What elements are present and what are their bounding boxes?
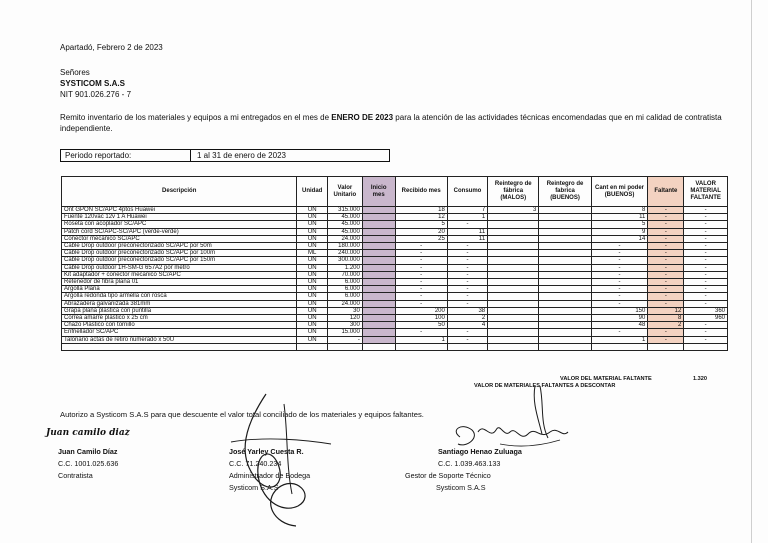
spacer-cell (648, 343, 684, 350)
col-faltante: Faltante (648, 177, 684, 207)
cell-recibido: - (395, 257, 447, 264)
cell-faltante: - (648, 300, 684, 307)
cell-reintegro-buenos (539, 214, 591, 221)
support-name: Santiago Henao Zuluaga (438, 447, 522, 456)
cell-faltante: - (648, 257, 684, 264)
col-unidad: Unidad (297, 177, 328, 207)
cell-faltante: - (648, 250, 684, 257)
cell-reintegro-buenos (539, 207, 591, 214)
cell-valor-unitario: - (327, 336, 362, 343)
company-nit: NIT 901.026.276 - 7 (60, 90, 132, 99)
cell-valor-unitario: 45.000 (327, 214, 362, 221)
period-box (60, 149, 390, 162)
cell-recibido: 1 (395, 336, 447, 343)
cell-inicio-mes (362, 286, 395, 293)
cell-reintegro-buenos (539, 279, 591, 286)
cell-valor-unitario: 240.000 (327, 250, 362, 257)
cell-reintegro-malos (488, 293, 539, 300)
cell-reintegro-malos (488, 322, 539, 329)
salutation: Señores (60, 68, 90, 77)
cell-reintegro-buenos (539, 286, 591, 293)
cell-reintegro-malos (488, 336, 539, 343)
support-role: Gestor de Soporte Técnico (405, 471, 491, 480)
cell-inicio-mes (362, 322, 395, 329)
cell-valor-unitario: 24.000 (327, 235, 362, 242)
cell-consumo: - (447, 221, 487, 228)
cell-reintegro-buenos (539, 221, 591, 228)
cell-valor-unitario: 45.000 (327, 228, 362, 235)
cell-reintegro-malos (488, 221, 539, 228)
cell-cant-poder: - (591, 329, 648, 336)
cell-unidad: UN (297, 307, 328, 314)
cell-consumo: - (447, 243, 487, 250)
contractor-role: Contratista (58, 471, 93, 480)
cell-reintegro-malos (488, 329, 539, 336)
cell-valor-faltante: - (684, 250, 728, 257)
cell-reintegro-buenos (539, 300, 591, 307)
cell-faltante: - (648, 228, 684, 235)
cell-valor-faltante: - (684, 300, 728, 307)
cell-faltante: 2 (648, 322, 684, 329)
cell-descripcion: Cable Drop outdoor preconectorizado SC/APC por 50m (62, 243, 297, 250)
cell-faltante: - (648, 214, 684, 221)
cell-faltante: 12 (648, 307, 684, 314)
cell-reintegro-buenos (539, 336, 591, 343)
cell-descripcion: Argolla Plana (62, 286, 297, 293)
date-line: Apartadó, Febrero 2 de 2023 (60, 43, 163, 52)
cell-recibido: - (395, 286, 447, 293)
cell-cant-poder: 1 (591, 336, 648, 343)
cell-descripcion: Fuente 120vac 12v 1 A Huawei (62, 214, 297, 221)
table-row (62, 293, 728, 300)
cell-unidad: UN (297, 322, 328, 329)
cell-recibido: 200 (395, 307, 447, 314)
contractor-id: C.C. 1001.025.636 (58, 459, 119, 468)
cell-inicio-mes (362, 329, 395, 336)
cell-reintegro-malos (488, 257, 539, 264)
table-row (62, 228, 728, 235)
cell-reintegro-malos (488, 315, 539, 322)
cell-cant-poder: - (591, 264, 648, 271)
cell-reintegro-malos (488, 264, 539, 271)
cell-reintegro-malos (488, 235, 539, 242)
cell-descripcion: Grapa plana plastica con puntilla (62, 307, 297, 314)
authorization-text: Autorizo a Systicom S.A.S para que descuente el valor total conciliado de los materiales y equipos faltantes. (60, 410, 424, 419)
table-header-row (62, 177, 728, 207)
cell-valor-unitario: 315.000 (327, 207, 362, 214)
spacer-cell (488, 343, 539, 350)
cell-reintegro-malos (488, 228, 539, 235)
cell-unidad: UN (297, 264, 328, 271)
cell-valor-faltante: - (684, 322, 728, 329)
table-row (62, 250, 728, 257)
cell-valor-faltante: - (684, 271, 728, 278)
col-recibido-mes: Recibido mes (395, 177, 447, 207)
cell-inicio-mes (362, 228, 395, 235)
table-row (62, 336, 728, 343)
total-label: VALOR DEL MATERIAL FALTANTE (560, 376, 652, 382)
cell-reintegro-buenos (539, 250, 591, 257)
cell-unidad: UN (297, 221, 328, 228)
cell-inicio-mes (362, 315, 395, 322)
company-name: SYSTICOM S.A.S (60, 79, 125, 88)
col-inicio-mes: Inicio mes (362, 177, 395, 207)
cell-recibido: - (395, 264, 447, 271)
discount-label: VALOR DE MATERIALES FALTANTES A DESCONTAR (474, 383, 616, 389)
period-label: Periodo reportado: (61, 150, 191, 161)
cell-valor-unitario: 45.000 (327, 221, 362, 228)
cell-consumo: 38 (447, 307, 487, 314)
col-reintegro-malos: Reintegro de fábrica (MALOS) (488, 177, 539, 207)
cell-inicio-mes (362, 250, 395, 257)
intro-month: ENERO DE 2023 (331, 113, 394, 122)
cell-descripcion: Patch cord SC/APC-SC/APC (verde-verde) (62, 228, 297, 235)
cell-recibido: 20 (395, 228, 447, 235)
cell-reintegro-malos (488, 250, 539, 257)
cell-unidad: UN (297, 235, 328, 242)
table-row (62, 329, 728, 336)
cell-cant-poder: 11 (591, 214, 648, 221)
cell-cant-poder: - (591, 271, 648, 278)
cell-consumo: - (447, 271, 487, 278)
table-row (62, 257, 728, 264)
cell-unidad: UN (297, 228, 328, 235)
cell-cant-poder: - (591, 257, 648, 264)
cell-consumo: - (447, 264, 487, 271)
cell-faltante: - (648, 243, 684, 250)
cell-reintegro-malos: 3 (488, 207, 539, 214)
col-descripcion: Descripción (62, 177, 297, 207)
cell-reintegro-buenos (539, 293, 591, 300)
cell-consumo: 1 (447, 214, 487, 221)
cell-recibido: - (395, 329, 447, 336)
cell-reintegro-buenos (539, 307, 591, 314)
table-row (62, 207, 728, 214)
cell-reintegro-malos (488, 286, 539, 293)
cell-consumo: 11 (447, 228, 487, 235)
cell-descripcion: Argolla redonda tipo armella con rosca (62, 293, 297, 300)
table-row (62, 221, 728, 228)
cell-descripcion: Kit adaptador + conector mecanico SC/APC (62, 271, 297, 278)
cell-inicio-mes (362, 307, 395, 314)
cell-valor-faltante: - (684, 329, 728, 336)
cell-recibido: 5 (395, 221, 447, 228)
period-value: 1 al 31 de enero de 2023 (197, 151, 286, 160)
warehouse-name: José Yarley Cuesta R. (229, 447, 304, 456)
cell-valor-faltante: 960 (684, 315, 728, 322)
cell-descripcion: Correa amarre plastico x 25 cm (62, 315, 297, 322)
cell-valor-unitario: 30 (327, 307, 362, 314)
cell-valor-unitario: 120 (327, 315, 362, 322)
cell-valor-faltante: - (684, 228, 728, 235)
cell-inicio-mes (362, 221, 395, 228)
cell-valor-faltante: - (684, 235, 728, 242)
cell-unidad: UN (297, 300, 328, 307)
cell-reintegro-buenos (539, 264, 591, 271)
cell-faltante: - (648, 221, 684, 228)
cell-descripcion: Chazo Plastico con tornillo (62, 322, 297, 329)
col-valor-faltante: VALOR MATERIAL FALTANTE (684, 177, 728, 207)
warehouse-id: C.C. 71.240.234 (229, 459, 282, 468)
cell-valor-unitario: 15.000 (327, 329, 362, 336)
cell-consumo: - (447, 293, 487, 300)
table-row (62, 286, 728, 293)
table-row (62, 307, 728, 314)
cell-consumo: - (447, 250, 487, 257)
cell-unidad: UN (297, 207, 328, 214)
cell-valor-unitario: 300 (327, 322, 362, 329)
cell-inicio-mes (362, 207, 395, 214)
cell-unidad: UN (297, 279, 328, 286)
cell-recibido: - (395, 250, 447, 257)
cell-cant-poder: 9 (591, 228, 648, 235)
cell-recibido: 50 (395, 322, 447, 329)
table-row (62, 271, 728, 278)
cell-faltante: - (648, 235, 684, 242)
cell-inicio-mes (362, 336, 395, 343)
cell-cant-poder: - (591, 300, 648, 307)
cell-inicio-mes (362, 271, 395, 278)
cell-inicio-mes (362, 235, 395, 242)
cell-reintegro-malos (488, 300, 539, 307)
cell-reintegro-buenos (539, 228, 591, 235)
cell-recibido: - (395, 300, 447, 307)
warehouse-company: Systicom S.A.S (229, 483, 279, 492)
cell-consumo: 11 (447, 235, 487, 242)
contractor-handwritten-signature: Juan camilo diaz (46, 428, 130, 438)
cell-valor-unitario: 300.000 (327, 257, 362, 264)
cell-descripcion: Roseta con acoplador SC/APC (62, 221, 297, 228)
spacer-cell (395, 343, 447, 350)
cell-consumo: 4 (447, 322, 487, 329)
cell-faltante: - (648, 207, 684, 214)
cell-inicio-mes (362, 300, 395, 307)
cell-unidad: UN (297, 336, 328, 343)
cell-descripcion: Abrazadera galvanizada 381mm (62, 300, 297, 307)
cell-faltante: - (648, 264, 684, 271)
cell-recibido: 100 (395, 315, 447, 322)
cell-inicio-mes (362, 293, 395, 300)
cell-recibido: - (395, 243, 447, 250)
cell-inicio-mes (362, 243, 395, 250)
spacer-cell (684, 343, 728, 350)
cell-valor-faltante: - (684, 207, 728, 214)
cell-unidad: UN (297, 315, 328, 322)
col-consumo: Consumo (447, 177, 487, 207)
col-valor-unitario: Valor Unitario (327, 177, 362, 207)
spacer-cell (591, 343, 648, 350)
cell-valor-unitario: 1.200 (327, 264, 362, 271)
cell-cant-poder: 5 (591, 221, 648, 228)
cell-recibido: - (395, 293, 447, 300)
cell-descripcion: Cable Drop outdoor 1H-SM-G 657A2 por metro (62, 264, 297, 271)
cell-valor-faltante: - (684, 221, 728, 228)
table-row (62, 243, 728, 250)
cell-recibido: 18 (395, 207, 447, 214)
inventory-table (61, 176, 728, 351)
cell-unidad: UN (297, 243, 328, 250)
cell-unidad: ML (297, 250, 328, 257)
table-row (62, 322, 728, 329)
cell-consumo: - (447, 279, 487, 286)
warehouse-role: Administrador de Bodega (229, 471, 311, 480)
cell-unidad: UN (297, 286, 328, 293)
cell-descripcion: Enfriellador SC/APC (62, 329, 297, 336)
cell-consumo: - (447, 257, 487, 264)
cell-valor-unitario: 6.000 (327, 293, 362, 300)
cell-inicio-mes (362, 257, 395, 264)
spacer-cell (362, 343, 395, 350)
cell-descripcion: Conector mecanico SC/APC (62, 235, 297, 242)
contractor-name: Juan Camilo Díaz (58, 447, 118, 456)
table-row (62, 264, 728, 271)
cell-unidad: UN (297, 271, 328, 278)
cell-valor-faltante: - (684, 257, 728, 264)
cell-recibido: 12 (395, 214, 447, 221)
spacer-cell (297, 343, 328, 350)
cell-valor-faltante: - (684, 279, 728, 286)
cell-descripcion: Talonario actas de retiro numerado x 50U (62, 336, 297, 343)
support-id: C.C. 1.039.463.133 (438, 459, 501, 468)
table-spacer-row (62, 343, 728, 350)
cell-faltante: - (648, 329, 684, 336)
cell-valor-faltante: - (684, 214, 728, 221)
cell-reintegro-buenos (539, 271, 591, 278)
spacer-cell (539, 343, 591, 350)
cell-faltante: - (648, 279, 684, 286)
intro-text-1: Remito inventario de los materiales y equipos a mi entregados en el mes de (60, 113, 332, 122)
cell-descripcion: Cable Drop outdoor preconectorizado SC/APC por 150m (62, 257, 297, 264)
warehouse-signature-scribble (226, 384, 336, 534)
cell-valor-faltante: - (684, 336, 728, 343)
cell-descripcion: Ont GPON SC/APC 4ptos Huawei (62, 207, 297, 214)
cell-valor-faltante: - (684, 293, 728, 300)
cell-valor-faltante: - (684, 243, 728, 250)
cell-cant-poder: 150 (591, 307, 648, 314)
cell-reintegro-buenos (539, 257, 591, 264)
page-edge (751, 0, 752, 543)
cell-consumo: - (447, 286, 487, 293)
total-value: 1.320 (693, 376, 707, 382)
cell-reintegro-malos (488, 243, 539, 250)
cell-faltante: - (648, 271, 684, 278)
cell-recibido: - (395, 279, 447, 286)
cell-consumo: - (447, 329, 487, 336)
cell-reintegro-buenos (539, 315, 591, 322)
cell-unidad: UN (297, 257, 328, 264)
cell-consumo: - (447, 336, 487, 343)
table-row (62, 235, 728, 242)
cell-valor-unitario: 24.000 (327, 300, 362, 307)
cell-cant-poder: - (591, 250, 648, 257)
cell-cant-poder: - (591, 286, 648, 293)
cell-reintegro-buenos (539, 243, 591, 250)
cell-cant-poder: 90 (591, 315, 648, 322)
cell-reintegro-buenos (539, 322, 591, 329)
cell-descripcion: Retenedor de fibra plana 01 (62, 279, 297, 286)
cell-reintegro-buenos (539, 235, 591, 242)
cell-reintegro-buenos (539, 329, 591, 336)
cell-cant-poder: 48 (591, 322, 648, 329)
cell-cant-poder: - (591, 243, 648, 250)
spacer-cell (327, 343, 362, 350)
cell-reintegro-malos (488, 214, 539, 221)
cell-recibido: - (395, 271, 447, 278)
cell-valor-faltante: - (684, 286, 728, 293)
cell-valor-unitario: 6.000 (327, 279, 362, 286)
cell-faltante: - (648, 293, 684, 300)
cell-inicio-mes (362, 264, 395, 271)
cell-valor-unitario: 180.000 (327, 243, 362, 250)
cell-unidad: UN (297, 329, 328, 336)
cell-valor-faltante: - (684, 264, 728, 271)
cell-valor-unitario: 70.000 (327, 271, 362, 278)
spacer-cell (447, 343, 487, 350)
cell-cant-poder: - (591, 279, 648, 286)
spacer-cell (62, 343, 297, 350)
col-cant-poder: Cant en mi poder (BUENOS) (591, 177, 648, 207)
cell-consumo: 2 (447, 315, 487, 322)
cell-cant-poder: 14 (591, 235, 648, 242)
support-signature-scribble (440, 382, 570, 462)
cell-reintegro-malos (488, 271, 539, 278)
intro-text-2: para la atención de las actividades técnicas encomendadas que en mi calidad de contratista independiente. (60, 113, 722, 133)
table-row (62, 214, 728, 221)
cell-inicio-mes (362, 279, 395, 286)
cell-cant-poder: - (591, 293, 648, 300)
col-reintegro-buenos: Reintegro de fabrica (BUENOS) (539, 177, 591, 207)
intro-paragraph (60, 113, 728, 134)
table-row (62, 315, 728, 322)
table-row (62, 279, 728, 286)
cell-faltante: - (648, 336, 684, 343)
cell-inicio-mes (362, 214, 395, 221)
cell-faltante: - (648, 286, 684, 293)
cell-consumo: 7 (447, 207, 487, 214)
cell-unidad: UN (297, 214, 328, 221)
cell-descripcion: Cable Drop outdoor preconectorizado SC/APC por 100m (62, 250, 297, 257)
cell-reintegro-malos (488, 279, 539, 286)
cell-reintegro-malos (488, 307, 539, 314)
cell-recibido: 25 (395, 235, 447, 242)
cell-consumo: - (447, 300, 487, 307)
cell-valor-unitario: 6.000 (327, 286, 362, 293)
cell-cant-poder: 8 (591, 207, 648, 214)
cell-valor-faltante: 360 (684, 307, 728, 314)
cell-unidad: UN (297, 293, 328, 300)
support-company: Systicom S.A.S (436, 483, 486, 492)
cell-faltante: 8 (648, 315, 684, 322)
table-row (62, 300, 728, 307)
